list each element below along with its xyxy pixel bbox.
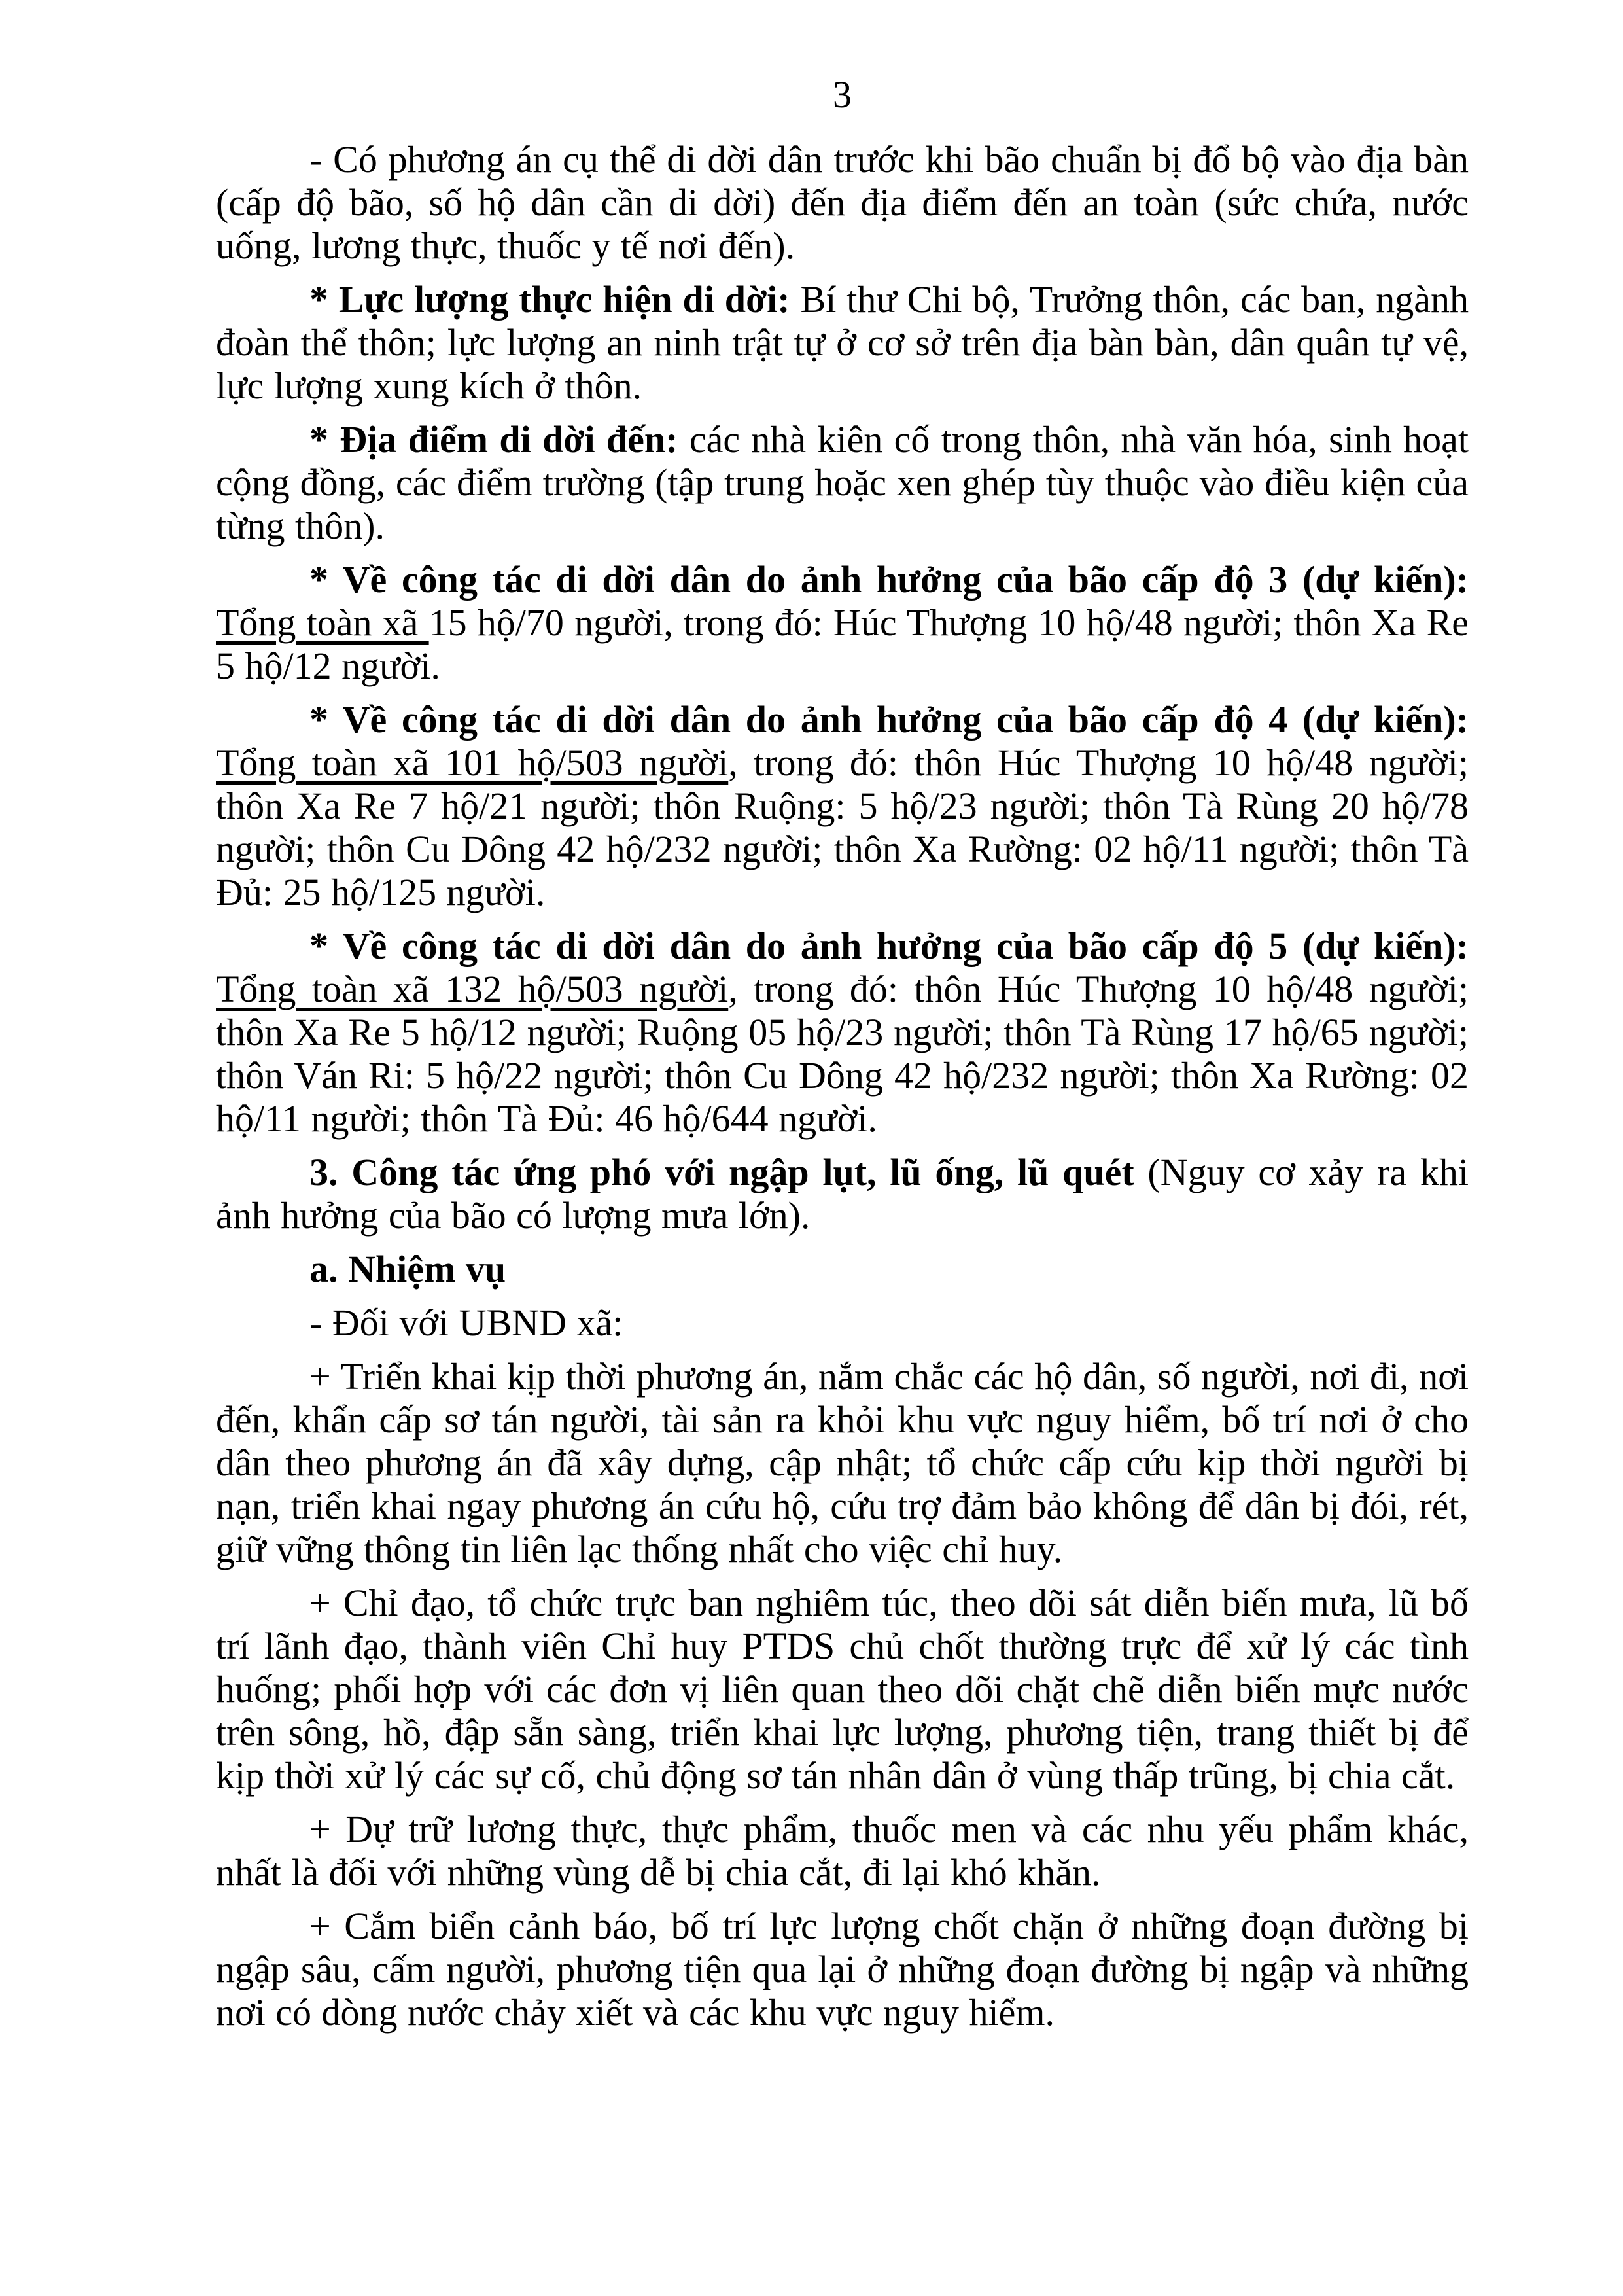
text-run: * Lực lượng thực hiện di dời: bbox=[309, 278, 801, 321]
text-run: các nhà kiên cố trong thôn, nhà văn hóa, sinh hoạt cộng đồng, các điểm trường (tập trung hoặc xen ghép tùy thuộc vào điều kiện của từng thôn). bbox=[216, 418, 1469, 547]
paragraph bbox=[216, 1905, 1469, 2034]
text-run: * Về công tác di dời dân do ảnh hưởng của bão cấp độ 5 (dự kiến): bbox=[309, 925, 1469, 967]
text-run: 15 hộ/70 người, trong đó: Húc Thượng 10 hộ/48 người; thôn Xa Re 5 hộ/12 người. bbox=[216, 601, 1469, 687]
text-run: Tổng toàn xã 132 hộ/503 người bbox=[216, 968, 729, 1010]
text-run: Tổng toàn xã bbox=[216, 601, 429, 644]
text-run: + Chỉ đạo, tổ chức trực ban nghiêm túc, theo dõi sát diễn biến mưa, lũ bố trí lãnh đạo, thành viên Chỉ huy PTDS chủ chốt thường trực để xử lý các tình huống; phối hợp với các đơn vị liên quan theo dõi chặt chẽ diễn biến mực nước trên sông, hồ, đập sẵn sàng, triển khai lực lượng, phương tiện, trang thiết bị để kịp thời xử lý các sự cố, chủ động sơ tán nhân dân ở vùng thấp trũng, bị chia cắt. bbox=[216, 1581, 1469, 1797]
text-run: , trong đó: thôn Húc Thượng 10 hộ/48 người; thôn Xa Re 7 hộ/21 người; thôn Ruộng: 5 hộ/23 người; thôn Tà Rùng 20 hộ/78 người; thôn Cu Dông 42 hộ/232 người; thôn Xa Rường: 02 hộ/11 người; thôn Tà Đủ: 25 hộ/125 người. bbox=[216, 741, 1469, 913]
text-run: - Đối với UBND xã: bbox=[309, 1301, 623, 1344]
text-run: + Dự trữ lương thực, thực phẩm, thuốc men và các nhu yếu phẩm khác, nhất là đối với những vùng dễ bị chia cắt, đi lại khó khăn. bbox=[216, 1808, 1469, 1894]
text-run: (Nguy cơ xảy ra khi ảnh hưởng của bão có lượng mưa lớn). bbox=[216, 1151, 1469, 1237]
text-run: * Về công tác di dời dân do ảnh hưởng của bão cấp độ 3 (dự kiến): bbox=[309, 558, 1469, 601]
paragraph bbox=[216, 925, 1469, 1140]
paragraph bbox=[216, 138, 1469, 268]
paragraph bbox=[216, 278, 1469, 408]
text-run: - Có phương án cụ thể di dời dân trước khi bão chuẩn bị đổ bộ vào địa bàn (cấp độ bão, số hộ dân cần di dời) đến địa điểm đến an toàn (sức chứa, nước uống, lương thực, thuốc y tế nơi đến). bbox=[216, 138, 1469, 267]
text-run: * Địa điểm di dời đến: bbox=[309, 418, 689, 461]
page-number: 3 bbox=[833, 73, 852, 116]
document-body bbox=[216, 138, 1469, 2034]
paragraph bbox=[216, 1808, 1469, 1894]
text-run: a. Nhiệm vụ bbox=[309, 1248, 506, 1290]
paragraph bbox=[216, 698, 1469, 914]
paragraph bbox=[216, 1581, 1469, 1797]
paragraph bbox=[216, 418, 1469, 548]
text-run: Tổng toàn xã 101 hộ/503 người bbox=[216, 741, 729, 784]
text-run: Bí thư Chi bộ, Trưởng thôn, các ban, ngành đoàn thể thôn; lực lượng an ninh trật tự ở cơ sở trên địa bàn bàn, dân quân tự vệ, lực lượng xung kích ở thôn. bbox=[216, 278, 1469, 407]
paragraph bbox=[216, 1151, 1469, 1237]
text-run: + Cắm biển cảnh báo, bố trí lực lượng chốt chặn ở những đoạn đường bị ngập sâu, cấm người, phương tiện qua lại ở những đoạn đường bị ngập và những nơi có dòng nước chảy xiết và các khu vực nguy hiểm. bbox=[216, 1905, 1469, 2034]
paragraph bbox=[216, 1301, 1469, 1345]
text-run: + Triển khai kịp thời phương án, nắm chắc các hộ dân, số người, nơi đi, nơi đến, khẩn cấp sơ tán người, tài sản ra khỏi khu vực nguy hiểm, bố trí nơi ở cho dân theo phương án đã xây dựng, cập nhật; tổ chức cấp cứu kịp thời người bị nạn, triển khai ngay phương án cứu hộ, cứu trợ đảm bảo không để dân bị đói, rét, giữ vững thông tin liên lạc thống nhất cho việc chỉ huy. bbox=[216, 1355, 1469, 1570]
text-run: , trong đó: thôn Húc Thượng 10 hộ/48 người; thôn Xa Re 5 hộ/12 người; Ruộng 05 hộ/23 người; thôn Tà Rùng 17 hộ/65 người; thôn Ván Ri: 5 hộ/22 người; thôn Cu Dông 42 hộ/232 người; thôn Xa Rường: 02 hộ/11 người; thôn Tà Đủ: 46 hộ/644 người. bbox=[216, 968, 1469, 1140]
paragraph bbox=[216, 1248, 1469, 1291]
page-header bbox=[216, 0, 1469, 116]
paragraph bbox=[216, 558, 1469, 688]
text-run: 3. Công tác ứng phó với ngập lụt, lũ ống, lũ quét bbox=[309, 1151, 1148, 1193]
paragraph bbox=[216, 1355, 1469, 1571]
text-run: * Về công tác di dời dân do ảnh hưởng của bão cấp độ 4 (dự kiến): bbox=[309, 698, 1469, 741]
